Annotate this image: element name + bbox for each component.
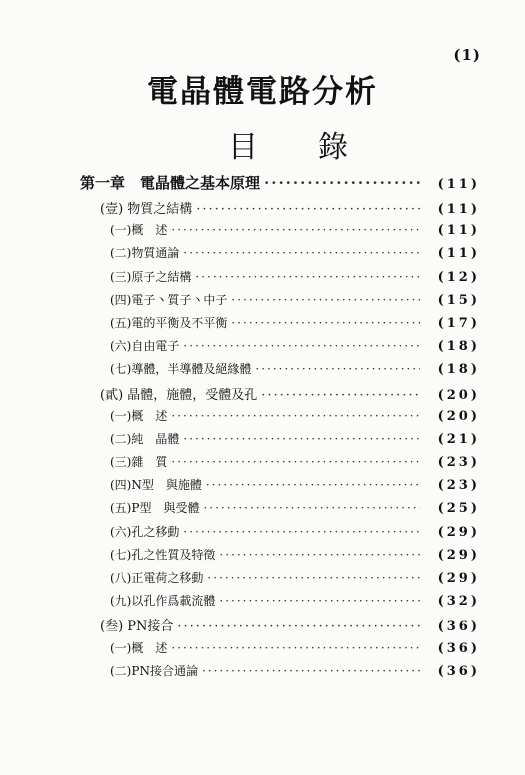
toc-entry-label: (七)導體，半導體及絕緣體 (110, 362, 252, 377)
toc-entry-page: (29) (437, 547, 480, 563)
toc-entry (80, 569, 480, 592)
toc-entry (80, 172, 480, 198)
toc-entry-label: (九)以孔作爲載流體 (110, 594, 216, 609)
toc-leader-dots (255, 362, 420, 376)
toc-leader-dots (231, 316, 420, 330)
toc-entry-page: (17) (437, 315, 480, 331)
toc-entry-page: (36) (437, 619, 480, 635)
toc-entry-label: (三)雜 質 (110, 455, 168, 470)
toc-entry (80, 453, 480, 476)
toc-leader-dots (202, 664, 420, 678)
toc-entry (80, 314, 480, 337)
toc-leader-dots (183, 339, 420, 353)
toc-leader-dots (171, 455, 420, 469)
toc-leader-dots (203, 501, 420, 515)
toc-entry-page: (11) (437, 246, 480, 262)
toc-entry-label: (五)P型 與受體 (110, 501, 200, 516)
toc-leader-dots (206, 478, 420, 492)
page-number: (1) (453, 46, 481, 64)
toc-entry-label: (二)PN接合通論 (110, 663, 198, 678)
toc-entry-label: (七)孔之性質及特徵 (110, 547, 216, 562)
toc-leader-dots (261, 388, 420, 403)
toc-leader-dots (207, 571, 420, 585)
toc-entry (80, 639, 480, 662)
toc-entry-label: (四)電子丶質子丶中子 (110, 292, 228, 307)
toc-entry-label: (貳) 晶體，施體，受體及孔 (100, 387, 258, 403)
toc-leader-dots (195, 270, 420, 284)
toc-entry-label: (五)電的平衡及不平衡 (110, 315, 228, 330)
toc-entry (80, 430, 480, 453)
toc-leader-dots (171, 641, 420, 655)
toc-entry (80, 662, 480, 685)
toc-entry-page: (23) (437, 478, 480, 494)
toc-leader-dots (177, 619, 420, 634)
toc-leader-dots (231, 293, 420, 307)
toc-entry-label: (叁) PN接合 (100, 619, 174, 635)
toc-entry-page: (11) (437, 202, 480, 217)
toc-entry-page: (18) (437, 339, 480, 355)
toc-leader-dots (183, 432, 420, 446)
toc-leader-dots (171, 409, 420, 423)
toc-entry-label: (一)概 述 (110, 223, 168, 238)
toc-entry-label: (四)N型 與施體 (110, 478, 202, 493)
toc-entry (80, 499, 480, 522)
toc-entry (80, 221, 480, 244)
toc-entry-page: (11) (437, 223, 480, 239)
contents-heading: 目錄 (228, 130, 408, 165)
toc-entry (80, 523, 480, 546)
toc-entry-page: (36) (437, 663, 480, 679)
toc-leader-dots (183, 525, 420, 539)
toc-entry (80, 546, 480, 569)
toc-entry-label: (八)正電荷之移動 (110, 571, 204, 585)
book-title: 電晶體電路分析 (147, 74, 378, 110)
toc-entry (80, 615, 480, 638)
table-of-contents (80, 172, 480, 685)
toc-entry-label: (六)自由電子 (110, 339, 180, 354)
toc-entry (80, 592, 480, 615)
toc-entry-page: (36) (437, 640, 480, 656)
toc-entry-label: (三)原子之結構 (110, 269, 192, 284)
toc-leader-dots (196, 202, 420, 217)
toc-entry (80, 244, 480, 267)
toc-leader-dots (264, 174, 420, 192)
toc-entry (80, 407, 480, 430)
toc-entry-page: (29) (437, 524, 480, 540)
toc-entry-page: (18) (437, 362, 480, 378)
toc-entry (80, 384, 480, 407)
toc-entry-page: (20) (437, 408, 480, 424)
toc-leader-dots (219, 548, 420, 562)
toc-entry-page: (23) (437, 455, 480, 471)
toc-entry (80, 268, 480, 291)
toc-entry-label: 第一章 電晶體之基本原理 (80, 174, 261, 192)
toc-entry-page: (32) (437, 594, 480, 610)
toc-leader-dots (171, 223, 420, 237)
toc-entry-page: (12) (437, 269, 480, 285)
toc-entry-page: (25) (437, 501, 480, 517)
toc-entry-label: (六)孔之移動 (110, 524, 180, 539)
toc-entry-page: (29) (437, 571, 480, 586)
toc-entry-page: (15) (437, 292, 480, 308)
toc-entry (80, 476, 480, 499)
toc-entry-label: (一)概 述 (110, 408, 168, 423)
toc-entry (80, 337, 480, 360)
toc-leader-dots (183, 246, 420, 260)
toc-entry-page: (11) (437, 177, 480, 192)
toc-entry-page: (20) (437, 387, 480, 403)
toc-entry (80, 198, 480, 221)
toc-entry-label: (壹) 物質之結構 (100, 202, 193, 217)
toc-entry-label: (二)物質通論 (110, 246, 180, 261)
toc-entry (80, 291, 480, 314)
toc-entry-label: (一)概 述 (110, 640, 168, 655)
toc-entry-page: (21) (437, 431, 480, 447)
toc-entry-label: (二)純 晶體 (110, 431, 180, 446)
toc-entry (80, 360, 480, 383)
toc-leader-dots (219, 594, 420, 608)
